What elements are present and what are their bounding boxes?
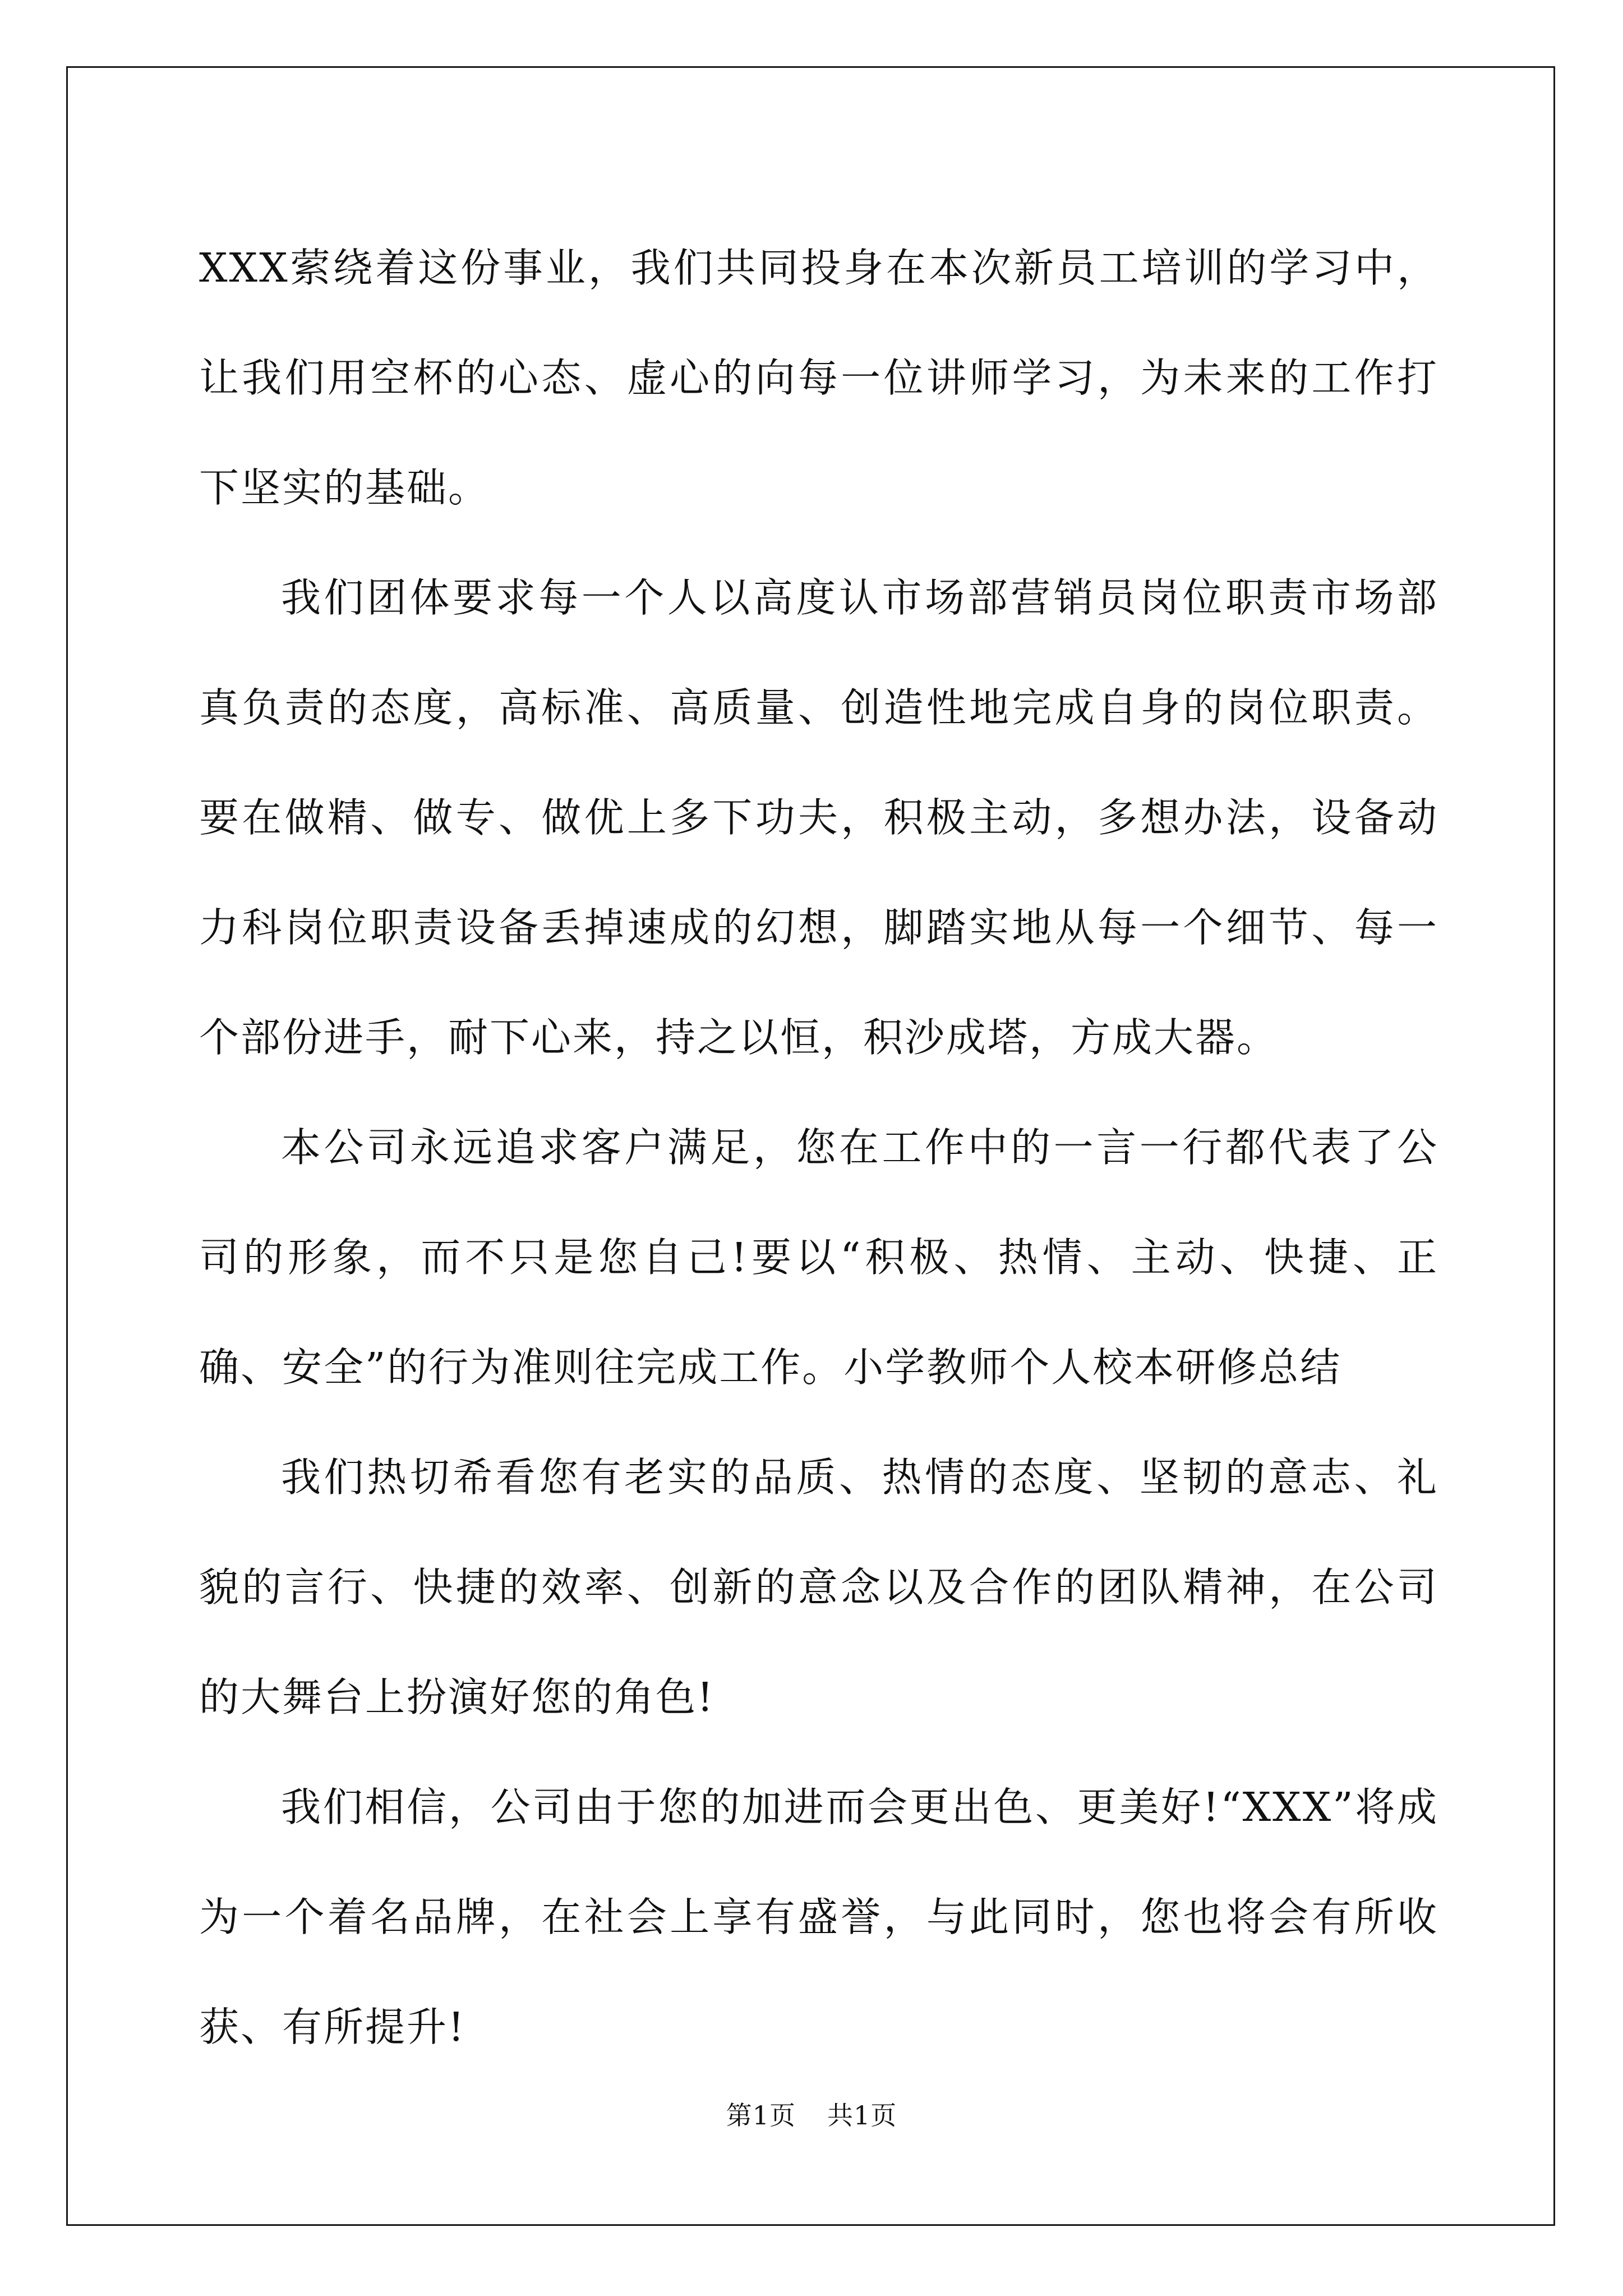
page-total: 共1页 bbox=[827, 2100, 897, 2131]
paragraph-5: 我们相信，公司由于您的加进而会更出色、更美好!“XXX”将成为一个着名品牌，在社会上享有盛誉，与此同时，您也将会有所收获、有所提升! bbox=[199, 1784, 1438, 2050]
paragraph-1: XXX萦绕着这份事业，我们共同投身在本次新员工培训的学习中，让我们用空杯的心态、虚心的向每一位讲师学习，为未来的工作打下坚实的基础。 bbox=[199, 245, 1438, 511]
page-number: 第1页 bbox=[726, 2100, 796, 2131]
page-footer bbox=[0, 2095, 1623, 2132]
paragraph-3: 本公司永远追求客户满足，您在工作中的一言一行都代表了公司的形象，而不只是您自己!要以“积极、热情、主动、快捷、正确、安全”的行为准则往完成工作。小学教师个人校本研修总结 bbox=[199, 1124, 1438, 1391]
paragraph-2: 我们团体要求每一个人以高度认市场部营销员岗位职责市场部真负责的态度，高标准、高质量、创造性地完成自身的岗位职责。要在做精、做专、做优上多下功夫，积极主动，多想办法，设备动力科岗位职责设备丢掉速成的幻想，脚踏实地从每一个细节、每一个部份进手，耐下心来，持之以恒，积沙成塔，方成大器。 bbox=[199, 574, 1438, 1061]
document-body bbox=[199, 213, 1438, 2082]
paragraph-4: 我们热切希看您有老实的品质、热情的态度、坚韧的意志、礼貌的言行、快捷的效率、创新的意念以及合作的团队精神，在公司的大舞台上扮演好您的角色! bbox=[199, 1454, 1438, 1720]
